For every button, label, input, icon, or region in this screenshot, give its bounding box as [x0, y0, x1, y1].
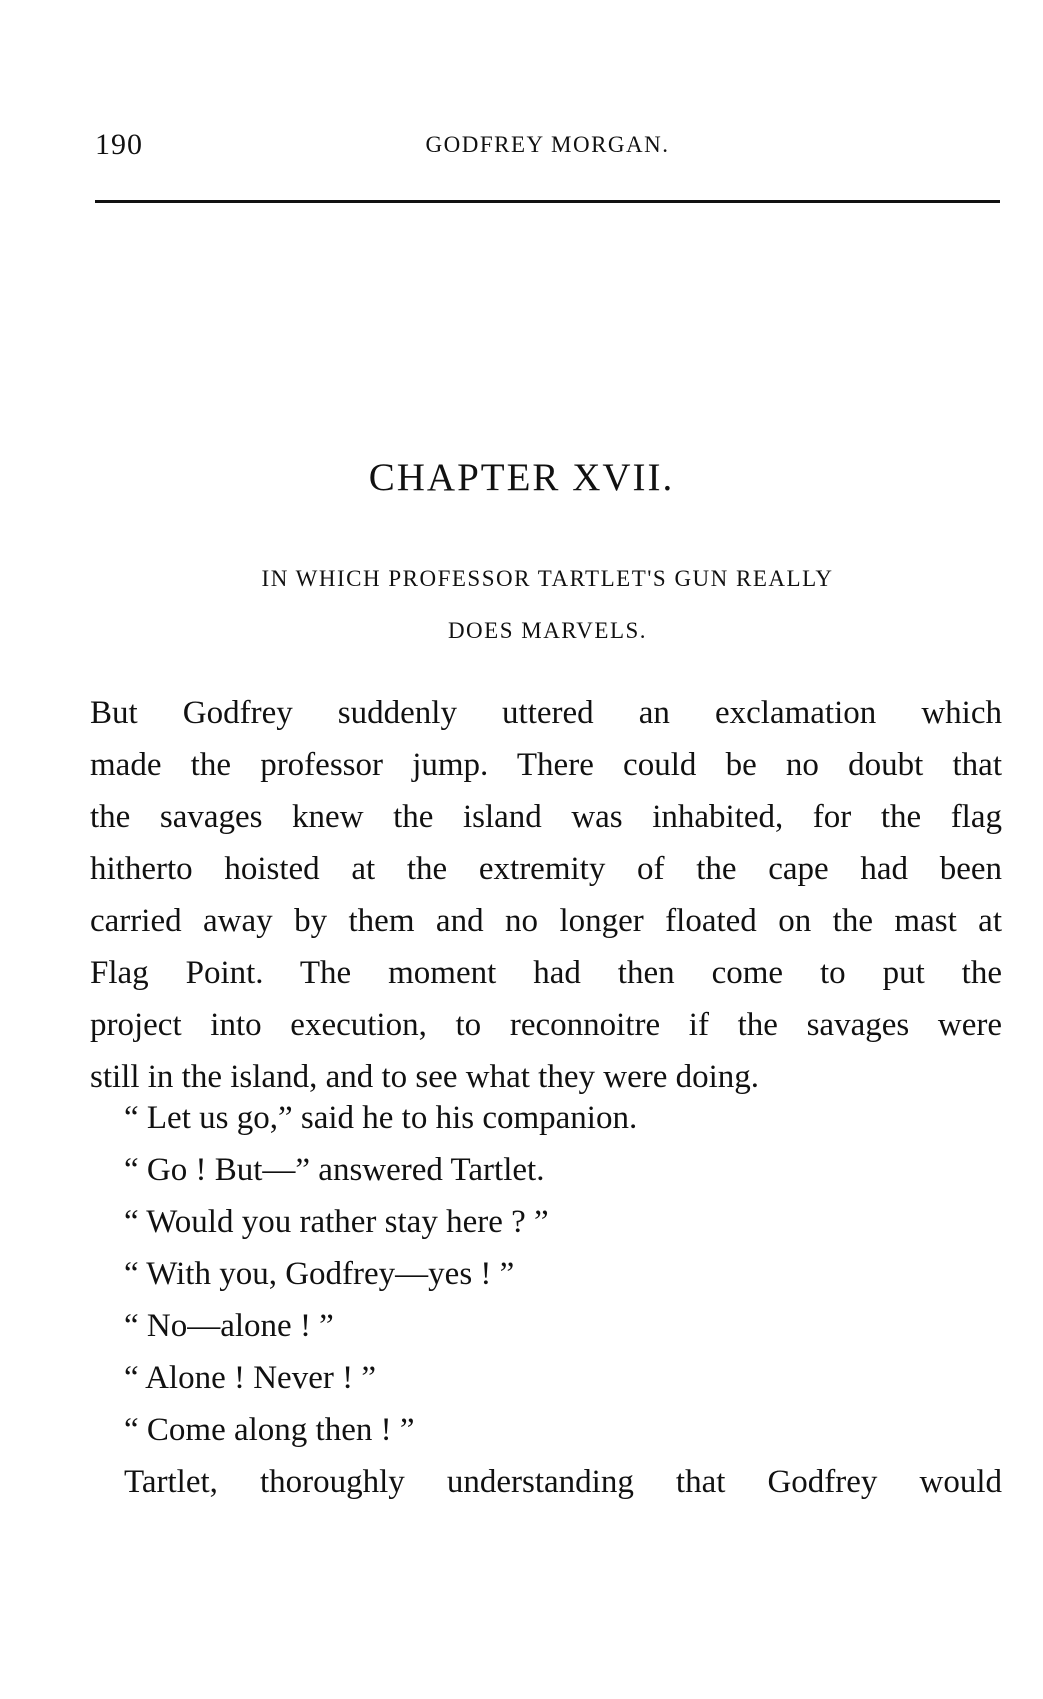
text-line: carried away by them and no longer floated on the mast at	[90, 903, 1002, 939]
page-header	[95, 128, 1000, 168]
chapter-title: CHAPTER XVII.	[368, 456, 675, 499]
text-line: the savages knew the island was inhabited, for the flag	[90, 799, 1002, 835]
dialogue-line: “ Let us go,” said he to his companion.	[124, 1100, 638, 1136]
text-line: Flag Point. The moment had then come to put the	[90, 955, 1002, 991]
dialogue-line: “ With you, Godfrey—yes ! ”	[124, 1256, 515, 1292]
text-line: made the professor jump. There could be no doubt that	[90, 747, 1002, 783]
paragraph-final-line: Tartlet, thoroughly understanding that Godfrey would	[124, 1464, 1002, 1500]
chapter-subtitle-line: IN WHICH PROFESSOR TARTLET'S GUN REALLY	[261, 566, 834, 591]
dialogue-line: “ Go ! But—” answered Tartlet.	[124, 1152, 545, 1188]
chapter-subtitle-line: DOES MARVELS.	[447, 618, 648, 643]
header-rule	[95, 200, 1000, 203]
dialogue-line: “ Alone ! Never ! ”	[124, 1360, 376, 1396]
dialogue-line: “ Come along then ! ”	[124, 1412, 415, 1448]
dialogue-block	[124, 1092, 1002, 1456]
text-line: hitherto hoisted at the extremity of the cape had been	[90, 851, 1002, 887]
paragraph-1	[90, 687, 1002, 1103]
running-head: GODFREY MORGAN.	[425, 132, 670, 157]
text-line: project into execution, to reconnoitre if the savages were	[90, 1007, 1002, 1043]
chapter-subtitle	[95, 553, 1000, 657]
dialogue-line: “ Would you rather stay here ? ”	[124, 1204, 549, 1240]
dialogue-line: “ No—alone ! ”	[124, 1308, 334, 1344]
page-number: 190	[95, 128, 143, 161]
text-line: still in the island, and to see what they were doing.	[90, 1059, 760, 1095]
text-line: But Godfrey suddenly uttered an exclamation which	[90, 695, 1002, 731]
